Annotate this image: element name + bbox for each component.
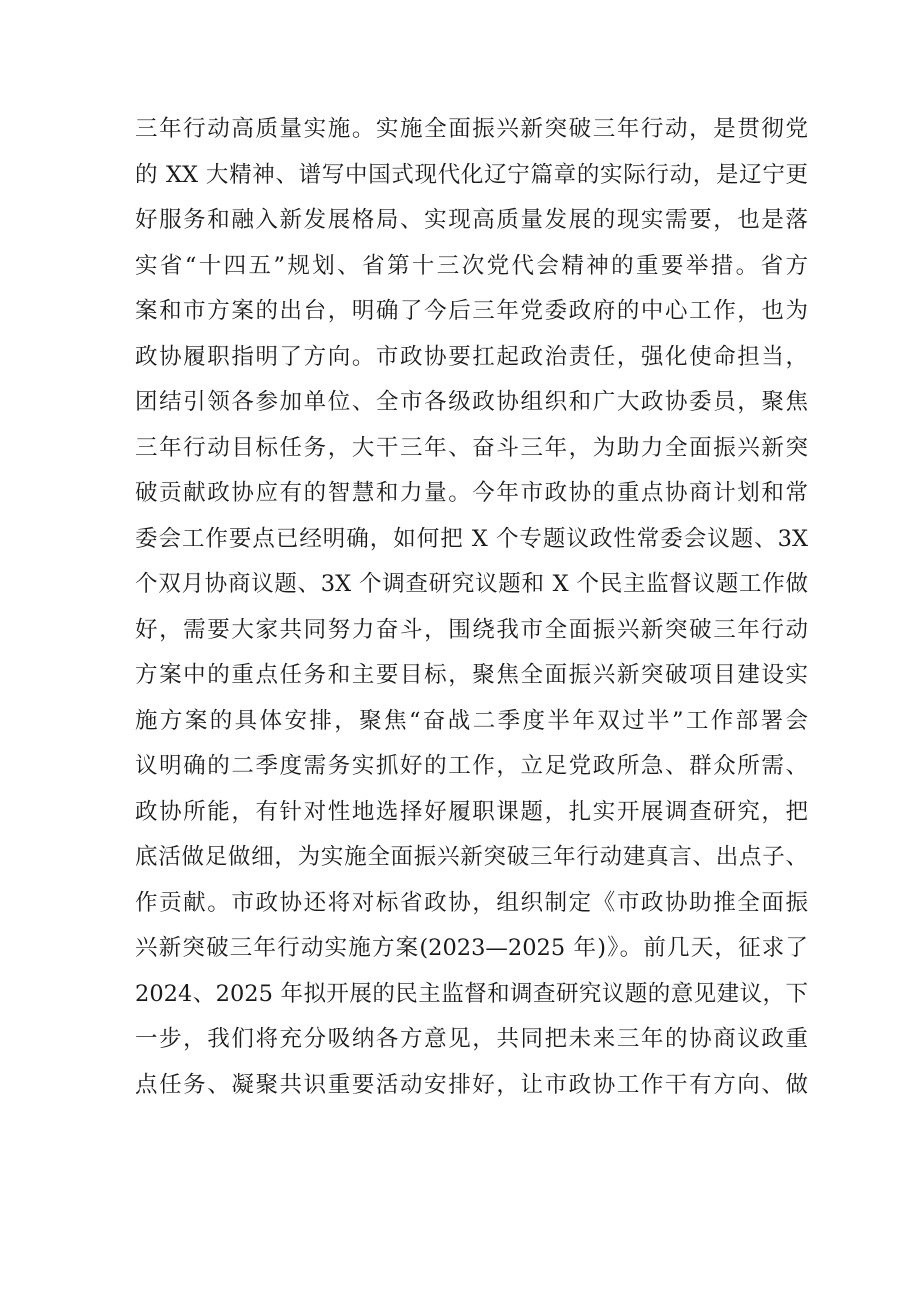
text-line: 作贡献。市政协还将对标省政协，组织制定《市政协助推全面振 (135, 889, 808, 916)
text-line: 的 XX 大精神、谱写中国式现代化辽宁篇章的实际行动，是辽宁更 (135, 161, 808, 188)
body-paragraph (135, 107, 815, 1108)
text-line: 三年行动高质量实施。实施全面振兴新突破三年行动，是贯彻党 (135, 116, 808, 142)
text-line: 好服务和融入新发展格局、实现高质量发展的现实需要，也是落 (135, 207, 808, 233)
text-line: 个双月协商议题、3X 个调查研究议题和 X 个民主监督议题工作做 (135, 571, 808, 597)
text-line: 2024、2025 年拟开展的民主监督和调查研究议题的意见建议，下 (135, 980, 808, 1007)
text-line: 案和市方案的出台，明确了今后三年党委政府的中心工作，也为 (135, 298, 808, 324)
text-line: 施方案的具体安排，聚焦“奋战二季度半年双过半”工作部署会 (135, 707, 808, 734)
text-line: 政协履职指明了方向。市政协要扛起政治责任，强化使命担当， (135, 343, 808, 370)
text-line: 方案中的重点任务和主要目标，聚焦全面振兴新突破项目建设实 (135, 662, 808, 688)
text-line: 团结引领各参加单位、全市各级政协组织和广大政协委员，聚焦 (135, 389, 808, 415)
text-line: 点任务、凝聚共识重要活动安排好，让市政协工作干有方向、做 (135, 1071, 808, 1098)
text-line: 委会工作要点已经明确，如何把 X 个专题议政性常委会议题、3X (135, 525, 808, 552)
text-line: 实省“十四五”规划、省第十三次党代会精神的重要举措。省方 (135, 252, 808, 279)
text-line: 好，需要大家共同努力奋斗，围绕我市全面振兴新突破三年行动 (135, 616, 808, 643)
text-line: 兴新突破三年行动实施方案(2023—2025 年)》。前几天，征求了 (135, 935, 808, 961)
text-line: 破贡献政协应有的智慧和力量。今年市政协的重点协商计划和常 (135, 480, 808, 506)
text-line: 底活做足做细，为实施全面振兴新突破三年行动建真言、出点子、 (135, 844, 808, 870)
text-line: 政协所能，有针对性地选择好履职课题，扎实开展调查研究，把 (135, 798, 808, 825)
text-line: 一步，我们将充分吸纳各方意见，共同把未来三年的协商议政重 (135, 1026, 808, 1052)
text-line: 议明确的二季度需务实抓好的工作，立足党政所急、群众所需、 (135, 753, 808, 779)
text-line: 三年行动目标任务，大干三年、奋斗三年，为助力全面振兴新突 (135, 434, 808, 461)
